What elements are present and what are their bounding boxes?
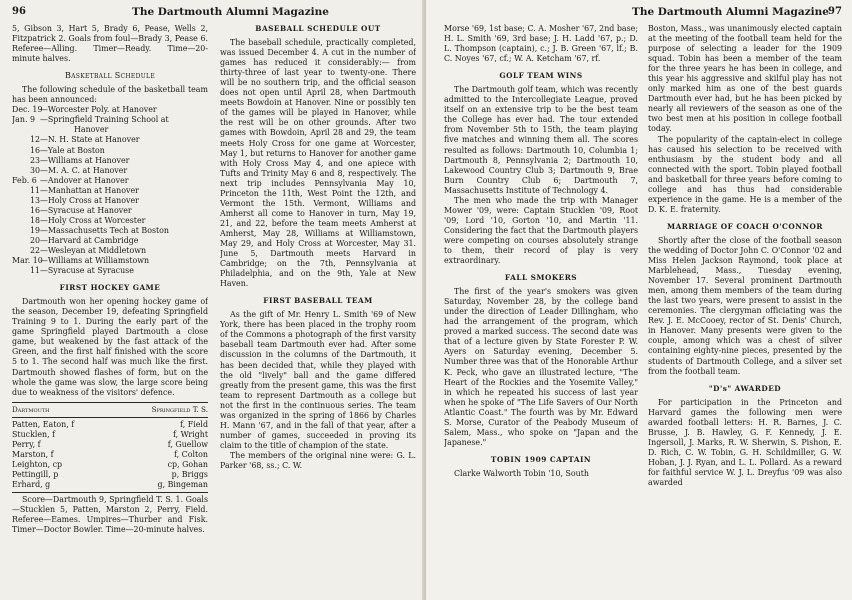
tobin-captain-text-2: The popularity of the captain-elect in college has caused his selection to be received with enthusiasm by the student body and all connected with the sport. Tobin played football and basketball for three years before coming to college and has thus had considerable experience in the game. He is a member of the D. K. E. fraternity.	[648, 134, 842, 214]
schedule-date: 20	[29, 235, 40, 245]
basketball-schedule-intro: The following schedule of the basketball team has been announced:	[12, 85, 208, 105]
schedule-date: 18	[29, 215, 40, 225]
right-column-2	[648, 24, 842, 598]
schedule-game: —Holy Cross at Worcester	[40, 215, 146, 225]
right-page-number: 97	[828, 6, 842, 17]
left-column-1	[12, 24, 208, 598]
schedule-game: —M. A. C. at Hanover	[40, 165, 128, 175]
lineup-dartmouth-player: Stucklen, f	[12, 429, 56, 439]
schedule-date: 23	[29, 155, 40, 165]
schedule-row	[12, 256, 208, 266]
lineup-body	[12, 418, 208, 492]
schedule-date: 22	[29, 245, 40, 255]
hockey-game-heading: FIRST HOCKEY GAME	[59, 283, 161, 293]
schedule-date: 30	[29, 165, 40, 175]
lineup-dartmouth-player: Pettingill, p	[12, 469, 59, 479]
schedule-row	[12, 176, 208, 186]
lineup-springfield-player: cp, Gohan	[167, 459, 208, 469]
lineup-row	[12, 470, 208, 480]
schedule-date: 12	[29, 135, 40, 145]
schedule-date: 19	[29, 225, 40, 235]
lineup-springfield-player: f, Colton	[174, 449, 208, 459]
coach-marriage-heading: MARRIAGE OF COACH O'CONNOR	[667, 221, 823, 231]
schedule-game: —Holy Cross at Hanover	[40, 195, 139, 205]
tobin-captain-heading: TOBIN 1909 CAPTAIN	[490, 454, 592, 464]
tobin-captain-continuation: Boston, Mass., was unanimously elected captain at the meeting of the football team held for the purpose of selecting a leader for the 1909 squad. Tobin has been a member of the team for the three years he has been in college, and this year his aggressive and skilful play has not only marked him as one of the best guards Dartmouth ever had, but he has been picked by nearly all reviewers of the season as one of the two best men at his position in college football today.	[648, 24, 842, 134]
lineup-dartmouth-player: Perry, f	[12, 439, 41, 449]
lineup-header-dartmouth: Dartmouth	[12, 404, 50, 414]
ds-awarded-text: For participation in the Princeton and Harvard games the following men were awarded football letters: H. R. Barnes, J. C. Brusse, J. B. Hawley, G. F. Kennedy, J. E. Ingersoll, J. Marks, R. W. Sherwin, S. Pishon, E. D. Rich, C. W. Tobin, G. H. Schildmiller, G. W. Hoban, J. J. Ryan, and L. L. Pollard. As a reward for faithful service W. J. L. Dreyfus '09 was also awarded	[648, 397, 842, 488]
fall-smokers-heading: FALL SMOKERS	[504, 273, 578, 283]
lineup-header-row	[12, 403, 208, 418]
lineup-row	[12, 480, 208, 490]
lineup-row	[12, 420, 208, 430]
schedule-row	[12, 216, 208, 226]
schedule-row	[12, 206, 208, 216]
schedule-date: 11	[29, 185, 40, 195]
schedule-row	[12, 156, 208, 166]
schedule-game: —Syracuse at Syracuse	[40, 266, 134, 276]
schedule-date: Jan. 9	[12, 115, 35, 125]
schedule-game: —Andover at Hanover	[40, 175, 129, 185]
baseball-schedule-heading: BASEBALL SCHEDULE OUT	[255, 24, 381, 33]
schedule-row	[12, 196, 208, 206]
original-nine-continuation: Morse '69, 1st base; C. A. Mosher '67, 2nd base; H. L. Smith '69, 3rd base; J. H. Ladd '67, p.; D. L. Thompson (captain), c.; J. B. Green '67, lf.; B. C. Noyes '67, cf.; W. A. Ketcham '67, rf.	[444, 24, 638, 64]
schedule-game: —Syracuse at Hanover	[40, 205, 132, 215]
tobin-captain-text: Clarke Walworth Tobin '10, South	[454, 468, 589, 478]
schedule-game: Hanover	[74, 125, 109, 135]
first-baseball-team-heading: FIRST BASEBALL TEAM	[263, 296, 373, 306]
schedule-game: —Williams at Hanover	[40, 155, 130, 165]
schedule-game: —Worcester Poly. at Hanover	[40, 105, 157, 115]
lineup-springfield-player: p, Briggs	[171, 469, 208, 479]
schedule-date: Mar. 10	[12, 256, 43, 266]
schedule-row	[12, 135, 208, 145]
lineup-dartmouth-player: Patten, Eaton, f	[12, 419, 75, 429]
schedule-game: —Williams at Williamstown	[40, 256, 150, 266]
original-nine-members: The members of the original nine were: G. L. Parker '68, ss.; C. W.	[220, 450, 416, 470]
schedule-date: Dec. 19	[12, 105, 43, 115]
lineup-row	[12, 460, 208, 470]
fall-smokers-text: The first of the year's smokers was given Saturday, November 28, by the college band under the direction of Leader Dillingham, who had the arrangement of the program, which proved a marked success. The second date was that of a lecture given by State Forester P. W. Ayers on Saturday evening, December 5. Number three was that of the Honorable Arthur K. Peck, who gave an illustrated lecture, "The Heart of the Rockies and the Yosemite Valley," in which he repeated his success of last year when he spoke of "The Life Savers of Our North Atlantic Coast." The fourth was by Mr. Edward S. Morse, Curator of the Peabody Museum of Salem, Mass., who spoke on "Japan and the Japanese."	[444, 287, 638, 447]
schedule-row	[12, 236, 208, 246]
lineup-dartmouth-player: Leighton, cp	[12, 459, 63, 469]
left-running-header: The Dartmouth Alumni Magazine	[132, 6, 329, 18]
lineup-header-springfield: Springfield T. S.	[151, 404, 208, 414]
game-summary-continuation: 5, Gibson 3, Hart 5, Brady 6, Pease, Wells 2, Fitzpatrick 2. Goals from foul—Brady 3, Pease 6. Referee—Alling. Timer—Ready. Time—20-minute halves.	[12, 24, 208, 64]
golf-team-text: The Dartmouth golf team, which was recently admitted to the Intercollegiate League, proved itself on an extensive trip to be the best team the College has ever had. The tour extended from November 5th to 15th, the team playing five matches and winning them all. The scores resulted as follows: Dartmouth 10, Columbia 1; Dartmouth 8, Pennsylvania 2; Dartmouth 10, Lakewood Country Club 3; Dartmouth 9, Brae Burn Country Club 6; Dartmouth 7, Massachusetts Institute of Technology 4.	[444, 85, 638, 195]
lineup-springfield-player: f, Wright	[172, 429, 208, 439]
schedule-date: 11	[29, 266, 40, 276]
lineup-row	[12, 450, 208, 460]
schedule-row	[12, 115, 208, 125]
hockey-game-text: Dartmouth won her opening hockey game of the season, December 19, defeating Springfield Training 9 to 1. During the early part of the game Springfield played Dartmouth a close game, but weakened by the fast attack of the Green, and the first half finished with the score 5 to 1. The second half was much like the first. Dartmouth showed flashes of form, but on the whole the game was slow, the large score being due to weakness of the visitors' defence.	[12, 297, 208, 397]
lineup-row	[12, 430, 208, 440]
schedule-row	[12, 186, 208, 196]
schedule-game: —Massachusetts Tech at Boston	[40, 225, 169, 235]
right-running-header: The Dartmouth Alumni Magazine	[632, 6, 829, 18]
lineup-springfield-player: g, Bingeman	[157, 479, 208, 489]
schedule-row	[12, 246, 208, 256]
schedule-game: —Wesleyan at Middletown	[40, 245, 147, 255]
lineup-springfield-player: f, Field	[180, 419, 208, 429]
basketball-schedule-list	[12, 105, 208, 276]
schedule-date: 13	[29, 195, 40, 205]
coach-marriage-text: Shortly after the close of the football season the wedding of Doctor John C. O'Connor '02 and Miss Helen Jackson Raymond, took place at Marblehead, Mass., Tuesday evening, November 17. Several prominent Dartmouth men, among them members of the team during the last two years, were present to assist in the ceremonies. The clergyman officiating was the Rev. J. E. McCooey, rector of St. Denis' Church, in Hanover. Many presents were given to the couple, among which was a chest of silver containing eighty-nine pieces, presented by the students of Dartmouth College, and a silver set from the football team.	[648, 235, 842, 376]
basketball-schedule-heading: Basketball Schedule	[64, 71, 156, 81]
schedule-date: 16	[29, 205, 40, 215]
right-column-1	[444, 24, 638, 598]
lineup-dartmouth-player: Erhard, g	[12, 479, 51, 489]
schedule-game: —Yale at Boston	[40, 145, 105, 155]
schedule-row	[12, 105, 208, 115]
schedule-row	[12, 125, 208, 135]
lineup-dartmouth-player: Marston, f	[12, 449, 54, 459]
lineup-row	[12, 440, 208, 450]
schedule-row	[12, 146, 208, 156]
first-baseball-team-text: As the gift of Mr. Henry L. Smith '69 of New York, there has been placed in the trophy room of the Commons a photograph of the first varsity baseball team Dartmouth ever had. After some discussion in the columns of the Dartmouth, it has been decided that, while they played with the old "lively" ball and the game differed greatly from the present game, this was the first team to represent Dartmouth as a college but not the first in the continuous series. The team was organized in the spring of 1866 by Charles H. Mann '67, and in the fall of that year, after a number of games, succeeded in proving its claim to the title of champion of the state.	[220, 310, 416, 450]
schedule-date: Feb. 6	[12, 175, 37, 185]
schedule-row	[12, 266, 208, 276]
schedule-game: —Harvard at Cambridge	[40, 235, 139, 245]
hockey-score-summary: Score—Dartmouth 9, Springfield T. S. 1. Goals—Stucklen 5, Patten, Marston 2, Perry, Field. Referee—Eames. Umpires—Thurber and Fisk. Timer—Doctor Bowler. Time—20-minute halves.	[12, 495, 208, 535]
schedule-game: —N. H. State at Hanover	[40, 135, 140, 145]
golf-team-text-2: The men who made the trip with Manager Mower '09, were: Captain Stucklen '09, Root '09, Lord '10, Gorton '10, and Martin '11. Considering the fact that the Dartmouth players were competing on courses absolutely strange to them, their record of play is very extraordinary.	[444, 195, 638, 266]
schedule-game: —Manhattan at Hanover	[40, 185, 139, 195]
hockey-lineup-table	[12, 402, 208, 493]
right-page	[426, 0, 852, 600]
schedule-game: —Springfield Training School at	[40, 115, 169, 125]
schedule-date: 16	[29, 145, 40, 155]
lineup-springfield-player: f, Guellow	[167, 439, 208, 449]
ds-awarded-heading: "D's" AWARDED	[708, 383, 782, 393]
golf-team-heading: GOLF TEAM WINS	[499, 71, 583, 81]
schedule-row	[12, 166, 208, 176]
left-column-2	[220, 24, 416, 598]
baseball-schedule-text: The baseball schedule, practically completed, was issued December 4. A cut in the number of games has reduced it considerably:— from thirty-three of last year to twenty-one. There will be no southern trip, and the official season does not open until April 28, when Dartmouth meets Bowdoin at Hanover. Nine or possibly ten of the games will be played in Hanover, while the rest will be on other grounds. After two games with Bowdoin, April 28 and 29, the team meets Holy Cross for one game at Worcester, May 1, but returns to Hanover for another game with Holy Cross May 4, and one apiece with Tufts and Trinity May 6 and 8, respectively. The next trip includes Pennsylvania May 10, Princeton the 11th, West Point the 12th, and Vermont the 15th. Vermont, Williams and Amherst all come to Hanover in turn, May 19, 21, and 22, before the team meets Amherst at Amherst, May 28, Williams at Williamstown, May 29, and Holy Cross at Worcester, May 31. June 5, Dartmouth meets Harvard in Cambridge; on the 7th, Pennsylvania at Philadelphia, and on the 9th, Yale at New Haven.	[220, 38, 416, 289]
left-page-number: 96	[12, 6, 26, 17]
schedule-row	[12, 226, 208, 236]
